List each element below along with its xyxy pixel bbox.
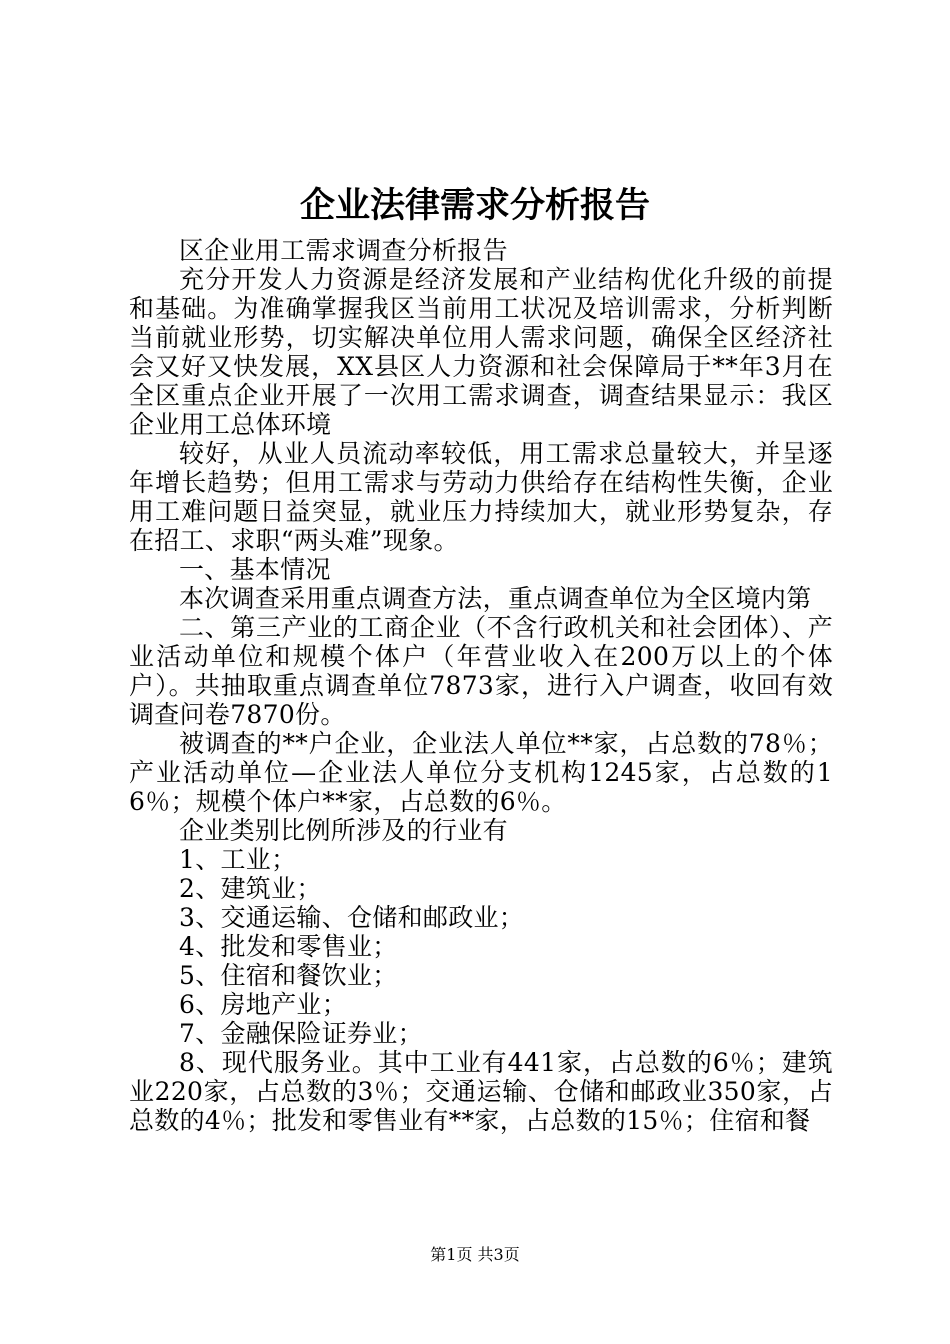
paragraph: 被调查的**户企业，企业法人单位**家，占总数的78％；产业活动单位—企业法人单位分支机构1245家，占总数的16％；规模个体户**家，占总数的6％。	[129, 729, 833, 816]
section-heading: 一、基本情况	[179, 555, 331, 584]
list-item: 5、住宿和餐饮业；	[179, 961, 398, 990]
list-item: 2、建筑业；	[179, 874, 322, 903]
paragraph: 较好，从业人员流动率较低，用工需求总量较大，并呈逐年增长趋势；但用工需求与劳动力供给存在结构性失衡，企业用工难问题日益突显，就业压力持续加大，就业形势复杂，存在招工、求职“两头难”现象。	[129, 439, 833, 555]
document-body	[129, 236, 833, 1135]
paragraph: 充分开发人力资源是经济发展和产业结构优化升级的前提和基础。为准确掌握我区当前用工状况及培训需求，分析判断当前就业形势，切实解决单位用人需求问题，确保全区经济社会又好又快发展，XX县区人力资源和社会保障局于**年3月在全区重点企业开展了一次用工需求调查，调查结果显示：我区企业用工总体环境	[129, 265, 833, 439]
list-item: 6、房地产业；	[179, 990, 348, 1019]
list-item: 4、批发和零售业；	[179, 932, 398, 961]
paragraph: 二、第三产业的工商企业（不含行政机关和社会团体）、产业活动单位和规模个体户（年营业收入在200万以上的个体户）。共抽取重点调查单位7873家，进行入户调查，收回有效调查问卷7870份。	[129, 613, 833, 729]
paragraph: 本次调查采用重点调查方法，重点调查单位为全区境内第	[179, 584, 812, 613]
paragraph: 区企业用工需求调查分析报告	[179, 236, 508, 265]
list-item: 7、金融保险证券业；	[179, 1019, 423, 1048]
list-item: 1、工业；	[179, 845, 297, 874]
page-footer: 第1页 共3页	[430, 1245, 520, 1264]
list-item: 8、现代服务业。其中工业有441家，占总数的6％；建筑业220家，占总数的3％；交通运输、仓储和邮政业350家，占总数的4％；批发和零售业有**家，占总数的15％；住宿和餐	[129, 1048, 833, 1135]
paragraph: 企业类别比例所涉及的行业有	[179, 816, 508, 845]
list-item: 3、交通运输、仓储和邮政业；	[179, 903, 525, 932]
document-title: 企业法律需求分析报告	[299, 185, 650, 226]
